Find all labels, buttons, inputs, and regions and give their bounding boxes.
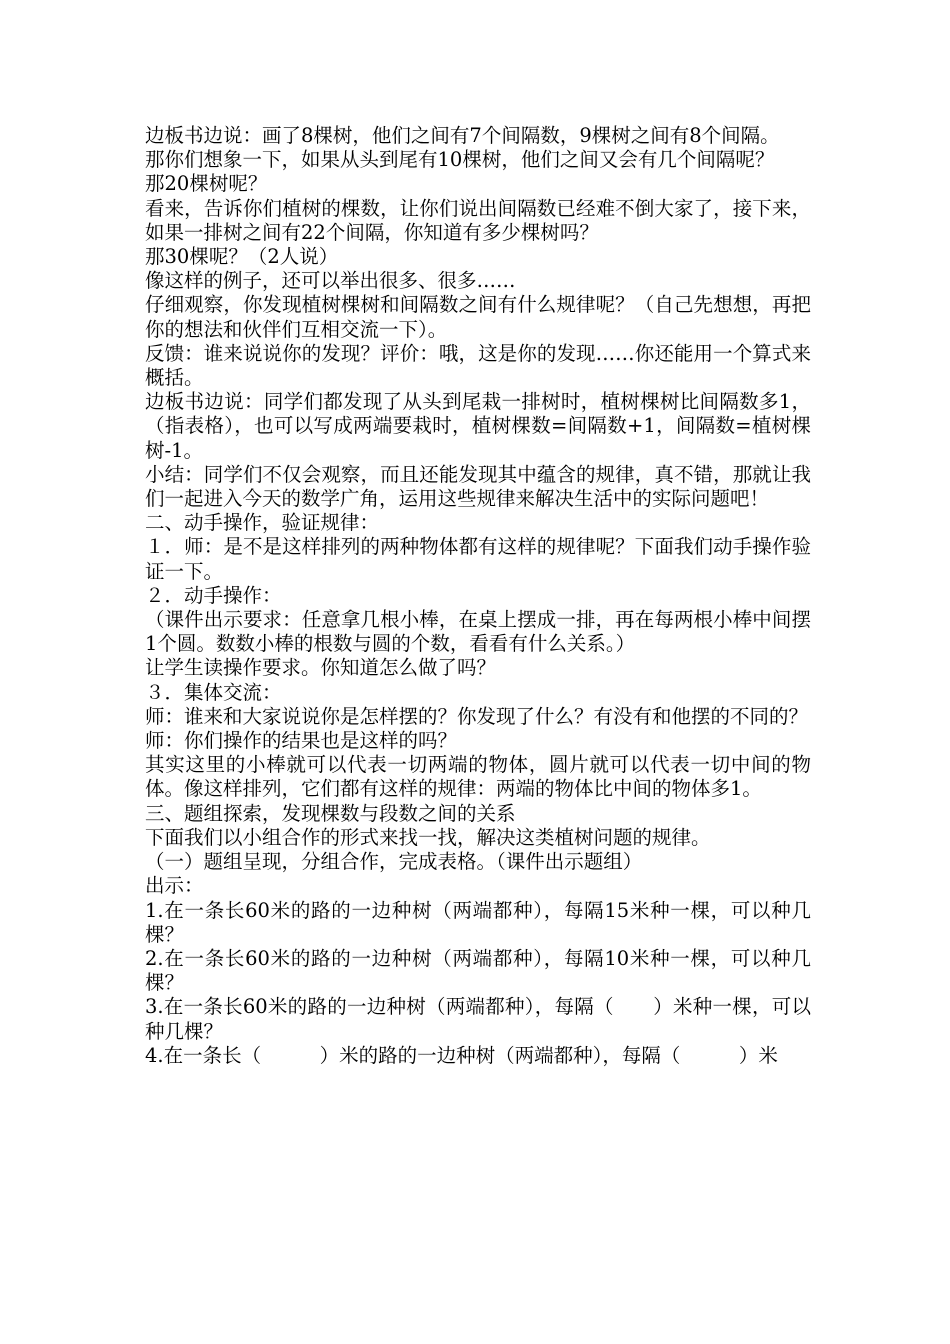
paragraph-7: 仔细观察，你发现植树棵树和间隔数之间有什么规律呢？（自己先想想，再把你的想法和伙伴们互相交流一下）。 (145, 293, 811, 341)
paragraph-1: 边板书边说：画了8棵树，他们之间有7个间隔数，9棵树之间有8个间隔。 (145, 124, 780, 147)
paragraph-14: （课件出示要求：任意拿几根小棒，在桌上摆成一排，再在每两根小棒中间摆1个圆。数数小棒的根数与圆的个数，看看有什么关系。） (145, 608, 811, 656)
paragraph-13: ２．动手操作： (145, 583, 282, 607)
document-page (145, 124, 811, 1068)
paragraph-6: 像这样的例子，还可以举出很多、很多…… (145, 269, 516, 293)
problem-4: 4.在一条长（ ）米的路的一边种树（两端都种），每隔（ ）米 (145, 1043, 778, 1067)
paragraph-21: 下面我们以小组合作的形式来找一找，解决这类植树问题的规律。 (145, 825, 711, 849)
paragraph-19: 其实这里的小棒就可以代表一切两端的物体，圆片就可以代表一切中间的物体。像这样排列，它们都有这样的规律：两端的物体比中间的物体多1。 (145, 753, 811, 801)
paragraph-8: 反馈：谁来说说你的发现？评价：哦，这是你的发现……你还能用一个算式来概括。 (145, 341, 811, 390)
paragraph-3: 那20棵树呢？ (145, 172, 268, 196)
section-heading-3: 三、题组探索，发现棵数与段数之间的关系 (145, 801, 516, 825)
paragraph-22: （一）题组呈现，分组合作，完成表格。（课件出示题组） (145, 850, 643, 874)
problem-3: 3.在一条长60米的路的一边种树（两端都种），每隔（ ）米种一棵，可以种几棵？ (145, 995, 811, 1043)
problem-2: 2.在一条长60米的路的一边种树（两端都种），每隔10米种一棵，可以种几棵？ (145, 946, 811, 995)
paragraph-4: 看来，告诉你们植树的棵数，让你们说出间隔数已经难不倒大家了，接下来，如果一排树之间有22个间隔，你知道有多少棵树吗？ (145, 196, 811, 244)
paragraph-23: 出示： (145, 874, 204, 898)
paragraph-17: 师：谁来和大家说说你是怎样摆的？你发现了什么？有没有和他摆的不同的？ (145, 704, 809, 728)
paragraph-9: 边板书边说：同学们都发现了从头到尾栽一排树时，植树棵树比间隔数多1，（指表格），也可以写成两端要栽时，植树棵数=间隔数+1，间隔数=植树棵树-1。 (145, 390, 811, 462)
paragraph-10: 小结：同学们不仅会观察，而且还能发现其中蕴含的规律，真不错，那就让我们一起进入今天的数学广角，运用这些规律来解决生活中的实际问题吧！ (145, 462, 811, 511)
problem-1: 1.在一条长60米的路的一边种树（两端都种），每隔15米种一棵，可以种几棵？ (145, 898, 811, 946)
paragraph-16: ３．集体交流： (145, 680, 282, 704)
paragraph-12: １．师：是不是这样排列的两种物体都有这样的规律呢？下面我们动手操作验证一下。 (145, 535, 811, 583)
paragraph-5: 那30棵呢？（2人说） (145, 245, 339, 269)
paragraph-2: 那你们想象一下，如果从头到尾有10棵树，他们之间又会有几个间隔呢？ (145, 148, 775, 172)
paragraph-15: 让学生读操作要求。你知道怎么做了吗？ (145, 656, 497, 680)
paragraph-18: 师：你们操作的结果也是这样的吗？ (145, 729, 458, 753)
section-heading-2: 二、动手操作，验证规律： (145, 511, 380, 535)
